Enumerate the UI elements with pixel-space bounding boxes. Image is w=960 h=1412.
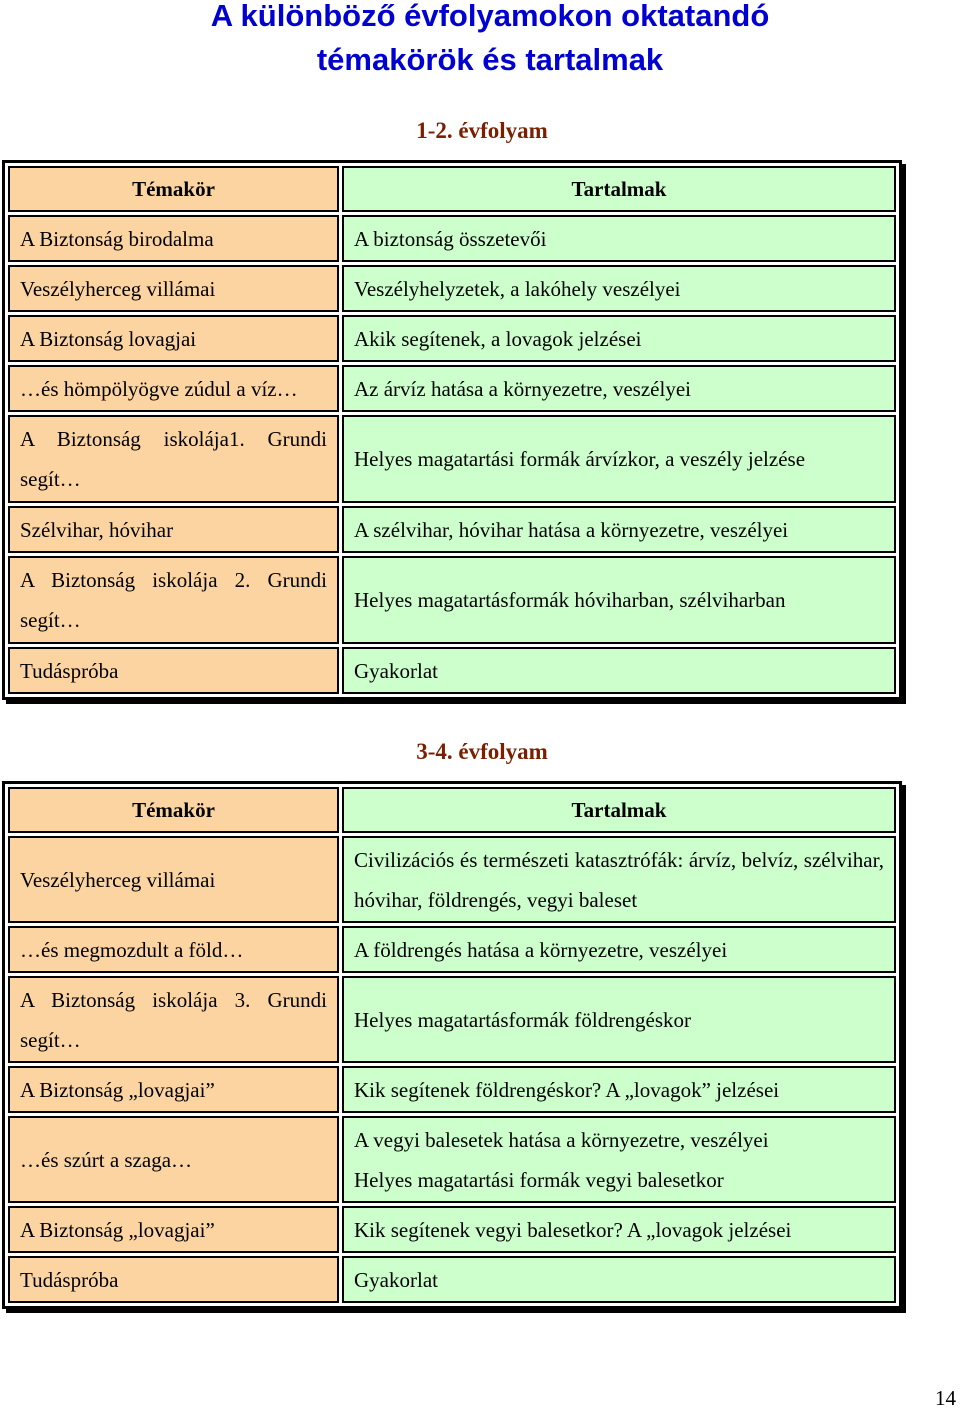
- content-cell: A szélvihar, hóvihar hatása a környezetre, veszélyei: [342, 506, 896, 553]
- grade-heading: 3-4. évfolyam: [416, 739, 548, 764]
- content-cell: Helyes magatartásformák földrengéskor: [342, 976, 896, 1063]
- column-header-topic: Témakör: [8, 787, 339, 833]
- page-title: [0, 0, 960, 82]
- topic-cell: Tudáspróba: [8, 647, 339, 694]
- column-header-content: Tartalmak: [342, 787, 896, 833]
- page-title-line-2: témakörök és tartalmak: [316, 42, 664, 77]
- topic-cell: Szélvihar, hóvihar: [8, 506, 339, 553]
- topic-cell: …és hömpölyögve zúdul a víz…: [8, 365, 339, 412]
- content-cell: Az árvíz hatása a környezetre, veszélyei: [342, 365, 896, 412]
- content-cell: A földrengés hatása a környezetre, veszélyei: [342, 926, 896, 973]
- content-cell: Kik segítenek vegyi balesetkor? A „lovagok jelzései: [342, 1206, 896, 1253]
- topic-cell: Tudáspróba: [8, 1256, 339, 1303]
- topic-cell: A Biztonság lovagjai: [8, 315, 339, 362]
- topic-cell: A Biztonság iskolája 2. Grundi segít…: [8, 556, 339, 644]
- content-cell: Civilizációs és természeti katasztrófák: árvíz, belvíz, szélvihar, hóvihar, földrengés, vegyi baleset: [342, 836, 896, 923]
- topic-cell: A Biztonság „lovagjai”: [8, 1066, 339, 1113]
- topic-cell: A Biztonság birodalma: [8, 215, 339, 262]
- page-title-line-1: A különböző évfolyamokon oktatandó: [210, 0, 770, 33]
- content-line: Helyes magatartási formák vegyi balesetkor: [354, 1167, 724, 1192]
- topic-cell: Veszélyherceg villámai: [8, 265, 339, 312]
- topic-cell: A Biztonság iskolája1. Grundi segít…: [8, 415, 339, 503]
- topic-cell: Veszélyherceg villámai: [8, 836, 339, 923]
- page-number: 14: [935, 1386, 956, 1410]
- content-cell: Helyes magatartásformák hóviharban, szélviharban: [342, 556, 896, 644]
- column-header-topic: Témakör: [8, 166, 339, 212]
- content-cell: Veszélyhelyzetek, a lakóhely veszélyei: [342, 265, 896, 312]
- column-header-content: Tartalmak: [342, 166, 896, 212]
- topics-table: [2, 160, 902, 700]
- topic-cell: A Biztonság „lovagjai”: [8, 1206, 339, 1253]
- topics-table: [2, 781, 902, 1309]
- topic-cell: …és szúrt a szaga…: [8, 1116, 339, 1203]
- content-cell: Helyes magatartási formák árvízkor, a veszély jelzése: [342, 415, 896, 503]
- content-cell: A biztonság összetevői: [342, 215, 896, 262]
- grade-heading: 1-2. évfolyam: [416, 118, 548, 143]
- content-cell: Gyakorlat: [342, 1256, 896, 1303]
- content-line: A vegyi balesetek hatása a környezetre, veszélyei: [354, 1127, 769, 1152]
- content-cell: [342, 1116, 896, 1203]
- content-cell: Kik segítenek földrengéskor? A „lovagok” jelzései: [342, 1066, 896, 1113]
- topic-cell: …és megmozdult a föld…: [8, 926, 339, 973]
- content-cell: Gyakorlat: [342, 647, 896, 694]
- content-cell: Akik segítenek, a lovagok jelzései: [342, 315, 896, 362]
- topic-cell: A Biztonság iskolája 3. Grundi segít…: [8, 976, 339, 1063]
